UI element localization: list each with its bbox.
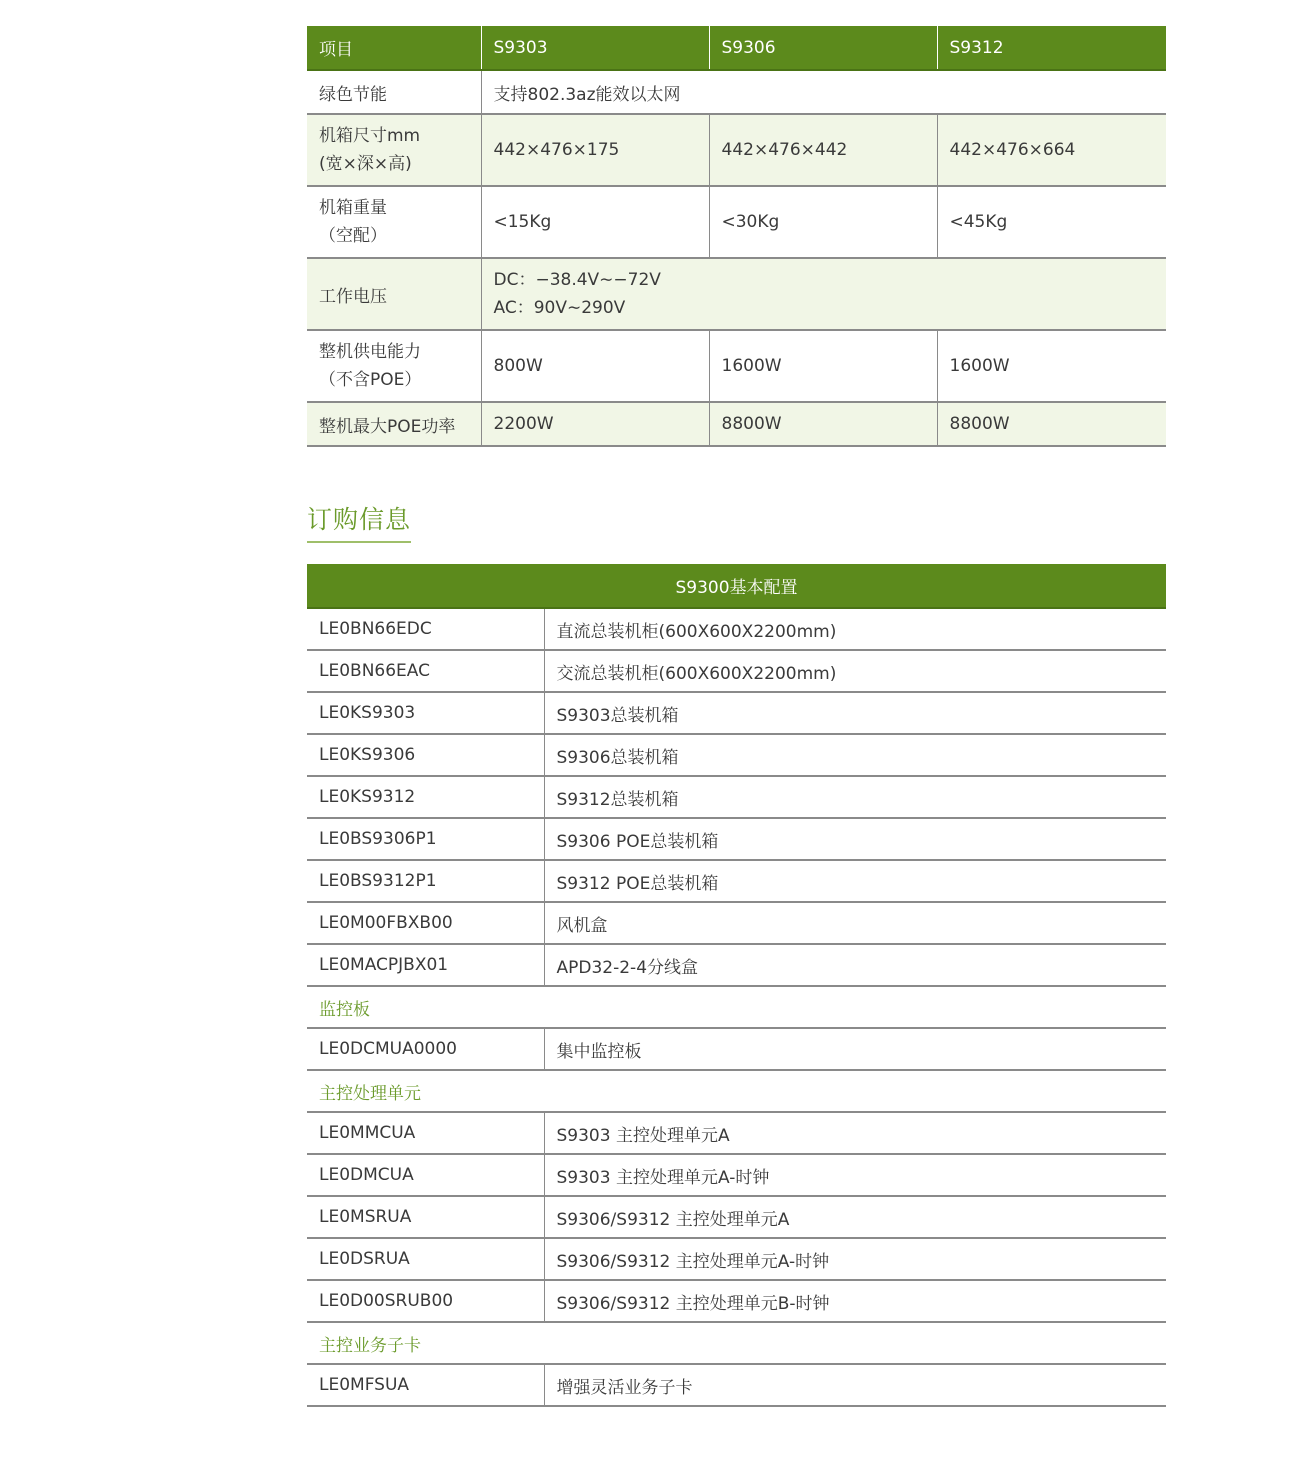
spec-label: 整机最大POE功率 [307,402,481,446]
part-description: S9306 POE总装机箱 [544,818,1166,860]
voltage-ac: AC：90V∼290V [493,298,626,318]
part-description: 集中监控板 [544,1028,1166,1070]
order-rows-monitor [307,1028,1166,1070]
part-code: LE0BS9306P1 [307,818,544,860]
part-code: LE0D00SRUB00 [307,1280,544,1322]
part-description: S9303 主控处理单元A [544,1112,1166,1154]
spec-label [307,330,481,402]
part-description: S9303 主控处理单元A-时钟 [544,1154,1166,1196]
order-header: S9300基本配置 [307,564,1166,608]
spec-value: 1600W [937,330,1166,402]
part-description: S9306总装机箱 [544,734,1166,776]
group-label: 主控业务子卡 [307,1322,1166,1364]
spec-label [307,186,481,258]
table-row [307,692,1166,734]
part-code: LE0KS9303 [307,692,544,734]
part-description: S9306/S9312 主控处理单元A [544,1196,1166,1238]
order-rows-main-control [307,1112,1166,1322]
part-description: 风机盒 [544,902,1166,944]
spec-label-line2: （不含POE） [319,370,422,390]
part-code: LE0MMCUA [307,1112,544,1154]
part-description: APD32-2-4分线盒 [544,944,1166,986]
part-code: LE0MSRUA [307,1196,544,1238]
spec-value: 1600W [709,330,937,402]
part-description: S9312 POE总装机箱 [544,860,1166,902]
part-code: LE0BN66EDC [307,608,544,650]
spec-row-voltage [307,258,1166,330]
spec-row-power [307,330,1166,402]
group-row-monitor [307,986,1166,1028]
order-rows-main [307,608,1166,986]
part-description: 增强灵活业务子卡 [544,1364,1166,1406]
table-row [307,1112,1166,1154]
table-row [307,608,1166,650]
spec-value: 442×476×175 [481,114,709,186]
part-code: LE0MFSUA [307,1364,544,1406]
spec-value: 442×476×664 [937,114,1166,186]
table-row [307,944,1166,986]
spec-label [307,114,481,186]
spec-header-s9306: S9306 [709,26,937,70]
spec-table-container [307,26,1166,447]
order-table [307,564,1166,1407]
spec-header-row [307,26,1166,70]
part-code: LE0KS9306 [307,734,544,776]
spec-label-line1: 整机供电能力 [319,342,421,362]
spec-table [307,26,1166,447]
spec-row-dimensions [307,114,1166,186]
part-code: LE0BS9312P1 [307,860,544,902]
table-row [307,776,1166,818]
spec-label: 工作电压 [307,258,481,330]
voltage-dc: DC：−38.4V∼−72V [493,270,661,290]
spec-label-line2: (宽×深×高) [319,154,412,174]
group-label: 主控处理单元 [307,1070,1166,1112]
part-description: S9303总装机箱 [544,692,1166,734]
part-description: S9306/S9312 主控处理单元A-时钟 [544,1238,1166,1280]
part-code: LE0BN66EAC [307,650,544,692]
section-title: 订购信息 [307,503,411,543]
part-code: LE0M00FBXB00 [307,902,544,944]
order-header-row [307,564,1166,608]
spec-header-s9312: S9312 [937,26,1166,70]
group-row-main-control [307,1070,1166,1112]
spec-value: <30Kg [709,186,937,258]
table-row [307,650,1166,692]
part-code: LE0KS9312 [307,776,544,818]
table-row [307,1028,1166,1070]
part-description: 交流总装机柜(600X600X2200mm) [544,650,1166,692]
table-row [307,1154,1166,1196]
spec-row-poe [307,402,1166,446]
spec-row-green-energy [307,70,1166,114]
part-code: LE0MACPJBX01 [307,944,544,986]
spec-value: 8800W [937,402,1166,446]
order-rows-service-card [307,1364,1166,1406]
table-row [307,818,1166,860]
group-label: 监控板 [307,986,1166,1028]
spec-value: 8800W [709,402,937,446]
part-code: LE0DCMUA0000 [307,1028,544,1070]
spec-header-item: 项目 [307,26,481,70]
part-description: S9306/S9312 主控处理单元B-时钟 [544,1280,1166,1322]
table-row [307,1364,1166,1406]
spec-value [481,258,1166,330]
group-row-service-card [307,1322,1166,1364]
spec-value: 800W [481,330,709,402]
part-description: S9312总装机箱 [544,776,1166,818]
spec-value: 2200W [481,402,709,446]
spec-value: <15Kg [481,186,709,258]
spec-header-s9303: S9303 [481,26,709,70]
spec-label: 绿色节能 [307,70,481,114]
spec-label-line1: 机箱重量 [319,198,387,218]
spec-label-line2: （空配） [319,226,387,246]
table-row [307,860,1166,902]
table-row [307,734,1166,776]
part-code: LE0DSRUA [307,1238,544,1280]
table-row [307,1196,1166,1238]
table-row [307,1238,1166,1280]
spec-value: 支持802.3az能效以太网 [481,70,1166,114]
spec-row-weight [307,186,1166,258]
table-row [307,902,1166,944]
table-row [307,1280,1166,1322]
spec-label-line1: 机箱尺寸mm [319,126,421,146]
spec-value: <45Kg [937,186,1166,258]
part-description: 直流总装机柜(600X600X2200mm) [544,608,1166,650]
spec-value: 442×476×442 [709,114,937,186]
order-table-container [307,564,1166,1407]
part-code: LE0DMCUA [307,1154,544,1196]
